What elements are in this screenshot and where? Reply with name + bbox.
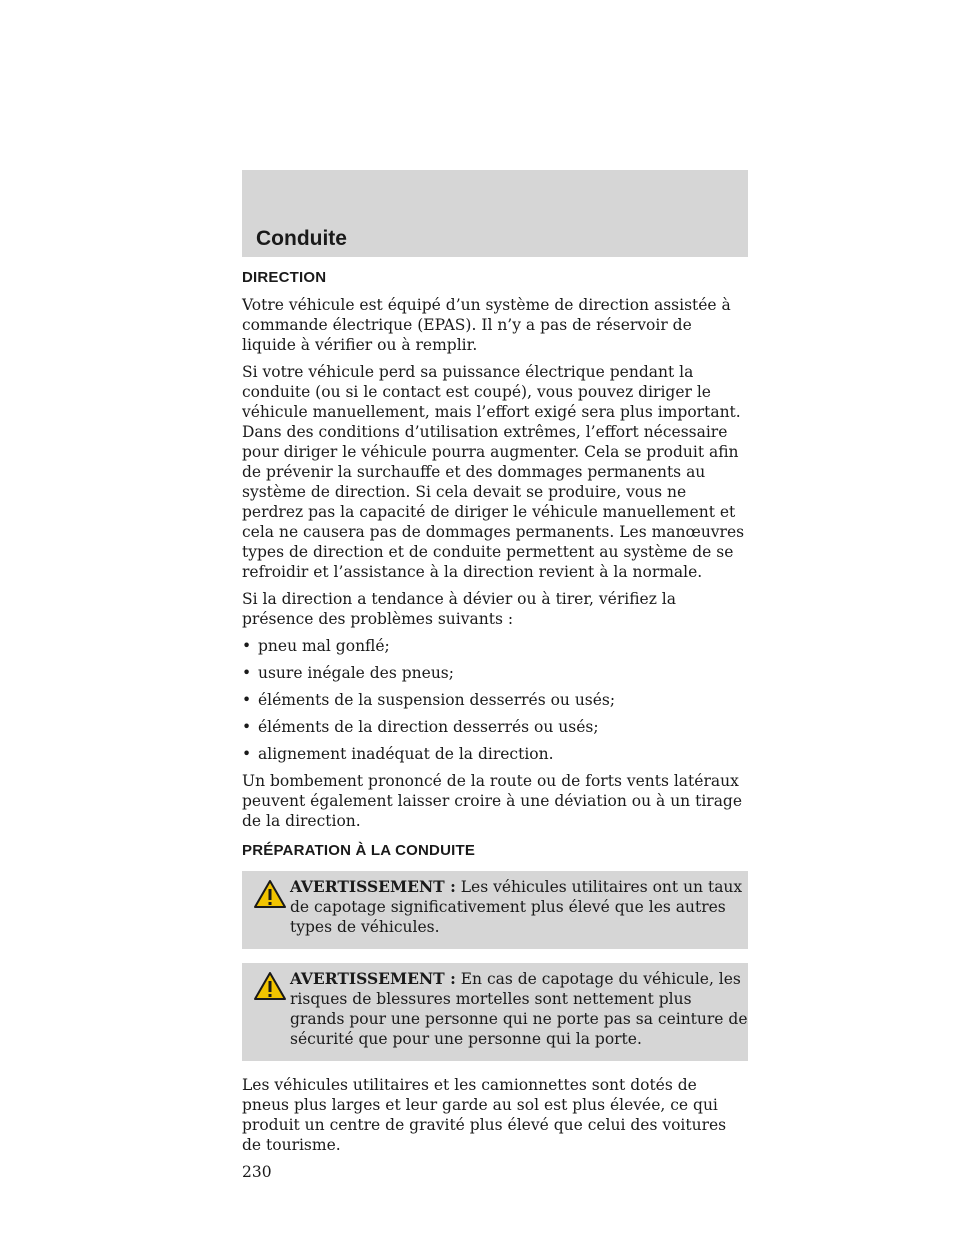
warning-triangle-icon <box>253 879 287 909</box>
list-item-text: pneu mal gonflé; <box>258 637 390 655</box>
list-item <box>242 636 748 656</box>
list-item-text: éléments de la suspension desserrés ou usés; <box>258 691 616 709</box>
page-content <box>242 268 748 1182</box>
section-title: Conduite <box>256 227 347 250</box>
direction-paragraph-2: Si votre véhicule perd sa puissance électrique pendant la conduite (ou si le contact est coupé), vous pouvez diriger le véhicule manuellement, mais l’effort exigé sera plus important. Dans des conditions d’utilisation extrêmes, l’effort nécessaire pour diriger le véhicule pourra augmenter. Cela se produit afin de prévenir la surchauffe et des dommages permanents au système de direction. Si cela devait se produire, vous ne perdrez pas la capacité de diriger le véhicule manuellement et cela ne causera pas de dommages permanents. Les manœuvres types de direction et de conduite permettent au système de se refroidir et l’assistance à la direction revient à la normale. <box>242 363 745 581</box>
problem-list <box>242 636 748 764</box>
direction-paragraph-1: Votre véhicule est équipé d’un système de direction assistée à commande électrique (EPAS). Il n’y a pas de réservoir de liquide à vérifier ou à remplir. <box>242 296 731 354</box>
warning-label: AVERTISSEMENT : <box>290 969 456 988</box>
section-header-band <box>242 170 748 257</box>
list-item-text: éléments de la direction desserrés ou usés; <box>258 718 599 736</box>
bullet-icon: • <box>242 718 252 736</box>
bullet-icon: • <box>242 745 252 763</box>
list-item <box>242 663 748 683</box>
list-item-text: usure inégale des pneus; <box>258 664 454 682</box>
list-item <box>242 717 748 737</box>
bullet-icon: • <box>242 664 252 682</box>
list-item-text: alignement inadéquat de la direction. <box>258 745 554 763</box>
warning-body: En cas de capotage du véhicule, les risques de blessures mortelles sont nettement plus grands pour une personne qui ne porte pas sa ceinture de sécurité que pour une personne qui la porte. <box>290 970 748 1048</box>
preparation-heading: PRÉPARATION À LA CONDUITE <box>242 842 476 859</box>
direction-paragraph-4: Un bombement prononcé de la route ou de forts vents latéraux peuvent également laisser croire à une déviation ou à un tirage de la direction. <box>242 772 743 830</box>
list-item <box>242 744 748 764</box>
direction-paragraph-3: Si la direction a tendance à dévier ou à tirer, vérifiez la présence des problèmes suivants : <box>242 590 676 628</box>
warning-body: Les véhicules utilitaires ont un taux de capotage significativement plus élevé que les autres types de véhicules. <box>290 878 743 936</box>
bullet-icon: • <box>242 637 252 655</box>
direction-heading: DIRECTION <box>242 269 327 286</box>
warning-triangle-icon <box>253 971 287 1001</box>
page-number: 230 <box>242 1163 272 1181</box>
warning-text <box>242 877 748 937</box>
preparation-paragraph-1: Les véhicules utilitaires et les camionnettes sont dotés de pneus plus larges et leur garde au sol est plus élevée, ce qui produit un centre de gravité plus élevé que celui des voitures de tourisme. <box>242 1076 727 1154</box>
warning-label: AVERTISSEMENT : <box>290 877 456 896</box>
list-item <box>242 690 748 710</box>
warning-box-2 <box>242 963 748 1061</box>
warning-box-1 <box>242 871 748 949</box>
warning-text <box>242 969 748 1049</box>
bullet-icon: • <box>242 691 252 709</box>
